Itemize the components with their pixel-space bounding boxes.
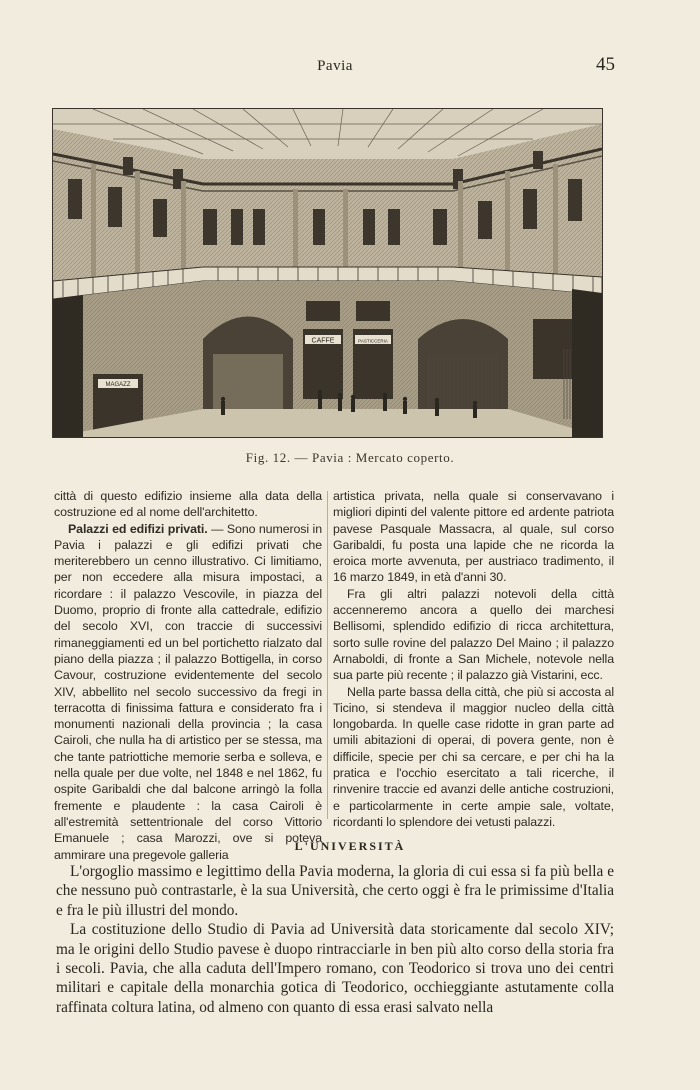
section-body	[56, 862, 614, 1017]
figure-caption: Fig. 12. — Pavia : Mercato coperto.	[245, 450, 455, 465]
left-paragraph-2	[54, 521, 322, 863]
sign-caffe: CAFFE	[311, 337, 335, 345]
column-rule	[327, 491, 328, 819]
page-number: 45	[596, 54, 615, 75]
sign-store-right: PASTICCERIA	[358, 338, 388, 344]
body-paragraph-1: L'orgoglio massimo e legittimo della Pavia moderna, la gloria di cui essa si fa più bella e che nessuno può contrastarle, è la sua Università, che certo oggi è fra le primissime d'Italia e fra le più illustri del mondo.	[56, 863, 614, 919]
body-paragraph-2: La costituzione dello Studio di Pavia ad Università data storicamente dal secolo XIV; ma le origini dello Studio pavese è duopo rintracciarle in ben più alto corso della storia fra i secoli. Pavia, che alla caduta dell'Impero romano, con Teodorico si trova uno dei centri militari e capitale della monarchia gotica di Teodorico, occhieggiante astutamente colla raffinata coltura latina, od almeno con quanto di essa erasi salvato nella	[56, 921, 614, 1016]
right-paragraph-3: Nella parte bassa della città, che più si accosta al Ticino, si stendeva il maggior nucleo della città longobarda. In quelle case ridotte in gran parte ad umili abitazioni di operai, di povera gente, non è difficile, specie per chi sa cercare, e per chi ha la pratica e l'occhio esercitato a tali ricerche, il rinvenire traccie ed avanzi delle antiche costruzioni, e particolarmente in certe ampie sale, voltate, ricordanti lo splendore dei vetusti palazzi.	[333, 684, 614, 829]
left-column	[54, 488, 322, 863]
sign-store-left: MAGAZZ	[105, 382, 131, 388]
left-paragraph-1: città di questo edifizio insieme alla data della costruzione ed al nome dell'architetto.	[54, 489, 322, 520]
page-header	[55, 54, 615, 82]
left-paragraph-2-text: — Sono numerosi in Pavia i palazzi e gli edifizi privati che meriterebbero un cenno illustrativo. Ci limitiamo, per non eccedere alla misura impostaci, a ricordare : il palazzo Vescovile, in piazza del Duomo, proprio di fronte alla cattedrale, edifizio del secolo XVI, con traccie di successivi rimaneggiamenti ed un bel portichetto rialzato dal piano della piazza ; il palazzo Bottigella, in corso Cavour, costruzione evidentemente del secolo XIV, abbellito nel secolo successivo da fregi in terracotta di finissima fattura e considerato fra i monumenti nazionali della provincia ; la casa Cairoli, che nulla ha di artistico per se stessa, ma che tante patriottiche memorie serba e solleva, e nella quale per due volte, nel 1848 e nel 1862, fu ospite Garibaldi che dal balcone arringò la folla fremente e plaudente : la casa Cairoli è all'estremità settentrionale del corso Vittorio Emanuele ; casa Marozzi, ove si poteva ammirare una pregevole galleria	[54, 521, 322, 862]
right-column	[333, 488, 614, 830]
engraving-illustration	[53, 109, 602, 437]
section-title: L'UNIVERSITÀ	[294, 839, 406, 853]
right-paragraph-1: artistica privata, nella quale si conservavano i migliori dipinti del valente pittore ed ardente patriota pavese Pasquale Massacra, al quale, sul corso Garibaldi, fu posta una lapide che ne ricorda la eroica morte avvenuta, per austriaco tradimento, il 16 marzo 1849, in età d'anni 30.	[333, 489, 614, 585]
figure-engraving-covered-market	[52, 108, 603, 438]
section-run-in-heading: Palazzi ed edifizi privati.	[68, 521, 208, 536]
running-head: Pavia	[317, 58, 353, 74]
right-paragraph-2: Fra gli altri palazzi notevoli della città accenneremo ancora a quello dei marchesi Bellisomi, splendido edifizio di ricca architettura, sorto sulle rovine del palazzo Del Maino ; il palazzo Arnaboldi, di fronte a San Michele, notevole nella sua parte più recente ; il palazzo già Vistarini, ecc.	[333, 586, 614, 683]
